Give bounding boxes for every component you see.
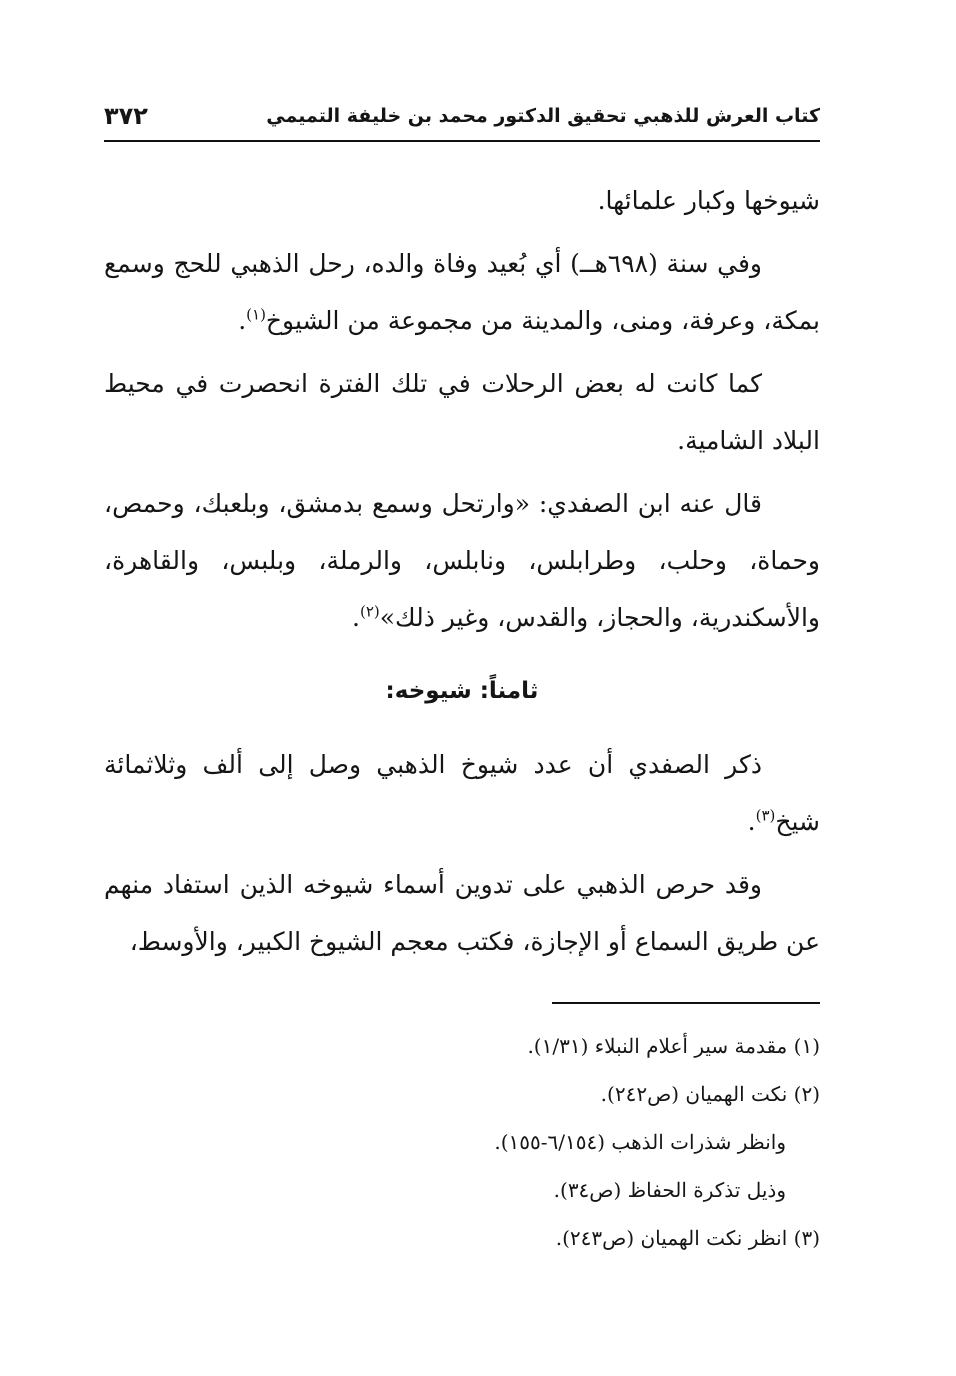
paragraph-6 [104,856,820,970]
paragraph-3-text: كما كانت له بعض الرحلات في تلك الفترة انحصرت في محيط البلاد الشامية. [104,369,820,455]
paragraph-5 [104,736,820,850]
section-heading: ثامناً: شيوخه: [385,678,539,704]
body-text [104,172,820,970]
footnote-ref-2[interactable]: (٢) [359,602,380,621]
footnote-2-see-also-1: وانظر شذرات الذهب (٦/١٥٤-١٥٥). [494,1130,786,1154]
footnote-ref-3[interactable]: (٣) [755,806,776,825]
footnote-3: (٣) انظر نكت الهميان (ص٢٤٣). [555,1226,820,1250]
footnote-2-see-also-2: وذيل تذكرة الحفاظ (ص٣٤). [553,1178,786,1202]
paragraph-4 [104,475,820,646]
footnote-divider [552,1002,820,1004]
paragraph-6-text: وقد حرص الذهبي على تدوين أسماء شيوخه الذين استفاد منهم عن طريق السماع أو الإجازة، فكتب معجم الشيوخ الكبير، والأوسط، [104,870,820,956]
footnote-1: (١) مقدمة سير أعلام النبلاء (١/٣١). [527,1034,820,1058]
running-header [104,92,820,142]
paragraph-2-end: . [238,306,247,335]
footnote-2: (٢) نكت الهميان (ص٢٤٢). [600,1082,820,1106]
footnotes [104,1022,820,1262]
paragraph-5-end: . [747,807,756,836]
paragraph-5-text: ذكر الصفدي أن عدد شيوخ الذهبي وصل إلى ألف وثلاثمائة شيخ [104,750,820,836]
paragraph-2-text: وفي سنة (٦٩٨هــ) أي بُعيد وفاة والده، رحل الذهبي للحج وسمع بمكة، وعرفة، ومنى، والمدينة من مجموعة من الشيوخ [104,249,820,335]
paragraph-2 [104,235,820,349]
paragraph-3 [104,355,820,469]
footnote-ref-1[interactable]: (١) [246,305,266,324]
paragraph-1 [104,172,820,229]
paragraph-4-text: قال عنه ابن الصفدي: «وارتحل وسمع بدمشق، وبلعبك، وحمص، وحماة، وحلب، وطرابلس، ونابلس، والرملة، وبلبس، والقاهرة، والأسكندرية، والحجاز، والقدس، وغير ذلك» [104,489,820,632]
page-number: ٣٧٢ [104,102,148,130]
paragraph-1-text: شيوخها وكبار علمائها. [597,186,820,215]
header-title: كتاب العرش للذهبي تحقيق الدكتور محمد بن خليفة التميمي [266,105,820,127]
paragraph-4-end: . [352,603,360,632]
